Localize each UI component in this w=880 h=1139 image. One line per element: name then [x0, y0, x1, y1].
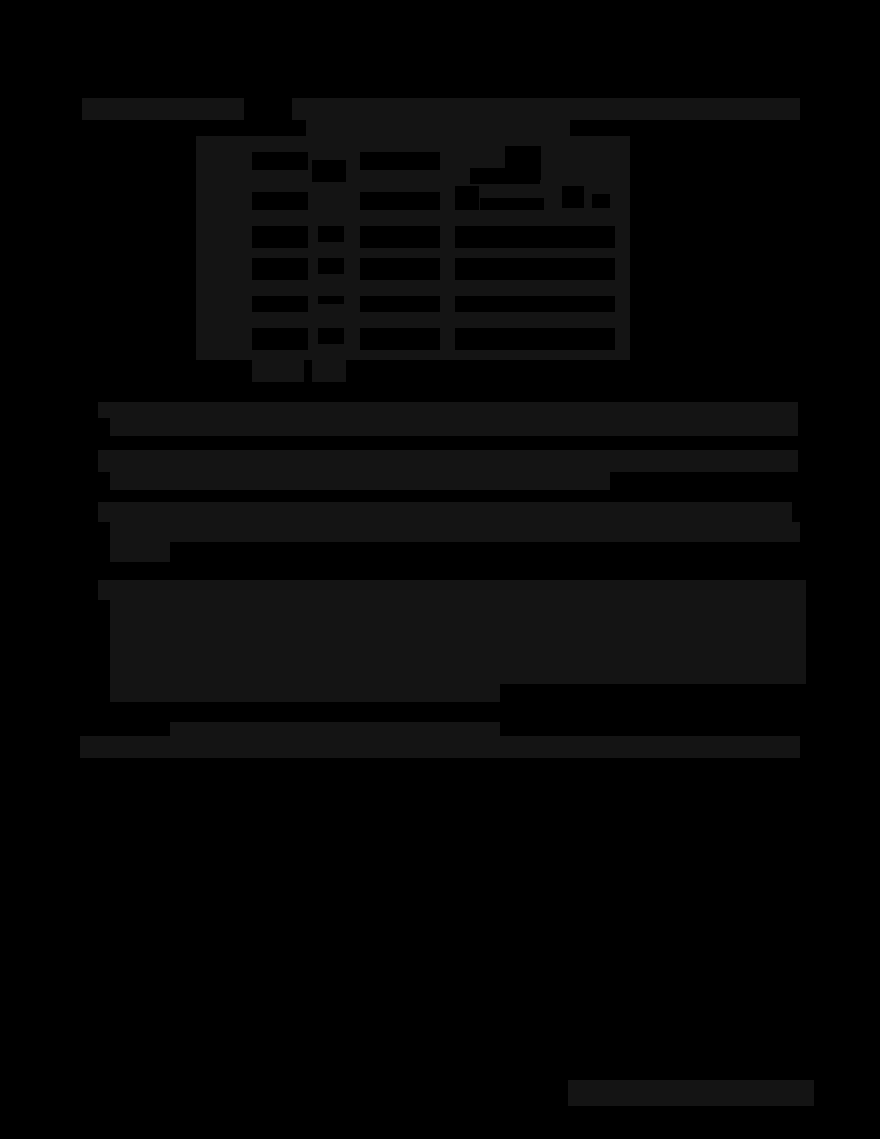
table-cell: [455, 226, 615, 248]
table-cell: [252, 296, 308, 312]
table-cell: [318, 328, 344, 344]
text-line: [110, 624, 806, 646]
table-footer-cell: [252, 360, 304, 382]
table-cell: [252, 152, 308, 170]
table-cell: [360, 152, 440, 170]
table-cell: [252, 226, 308, 248]
text-line: [110, 684, 500, 702]
table-cell: [455, 296, 615, 312]
table-cell: [360, 296, 440, 312]
table-cell: [360, 226, 440, 248]
text-line: [110, 472, 610, 490]
table-cell: [455, 328, 615, 350]
text-line: [98, 502, 792, 522]
table-cell: [312, 160, 346, 182]
centered-line: [170, 722, 500, 736]
table-cell: [318, 258, 344, 274]
footer-text: [568, 1080, 814, 1106]
table-cell: [252, 258, 308, 280]
header-right-text: [292, 98, 800, 120]
table-cell: [318, 296, 344, 304]
chart-bar: [562, 186, 584, 208]
text-line: [110, 646, 806, 668]
text-line: [110, 600, 806, 624]
table-cell: [455, 258, 615, 280]
chart-bar: [592, 194, 610, 208]
table-cell: [360, 328, 440, 350]
text-line: [80, 736, 800, 758]
table-footer-cell: [312, 360, 346, 382]
text-line: [98, 402, 798, 418]
table-cell: [360, 258, 440, 280]
table-caption: [306, 120, 570, 136]
text-line: [110, 542, 170, 562]
chart-base: [480, 198, 544, 210]
text-line: [110, 418, 798, 436]
table-cell: [360, 192, 440, 210]
text-line: [110, 522, 800, 542]
table-cell: [252, 192, 308, 210]
chart-mid: [470, 168, 540, 184]
table-cell: [252, 328, 308, 350]
table-cell: [318, 226, 344, 242]
text-line: [110, 668, 806, 684]
chart-bar: [455, 186, 479, 210]
header-left-text: [82, 98, 244, 120]
text-line: [98, 450, 798, 472]
text-line: [98, 580, 806, 600]
